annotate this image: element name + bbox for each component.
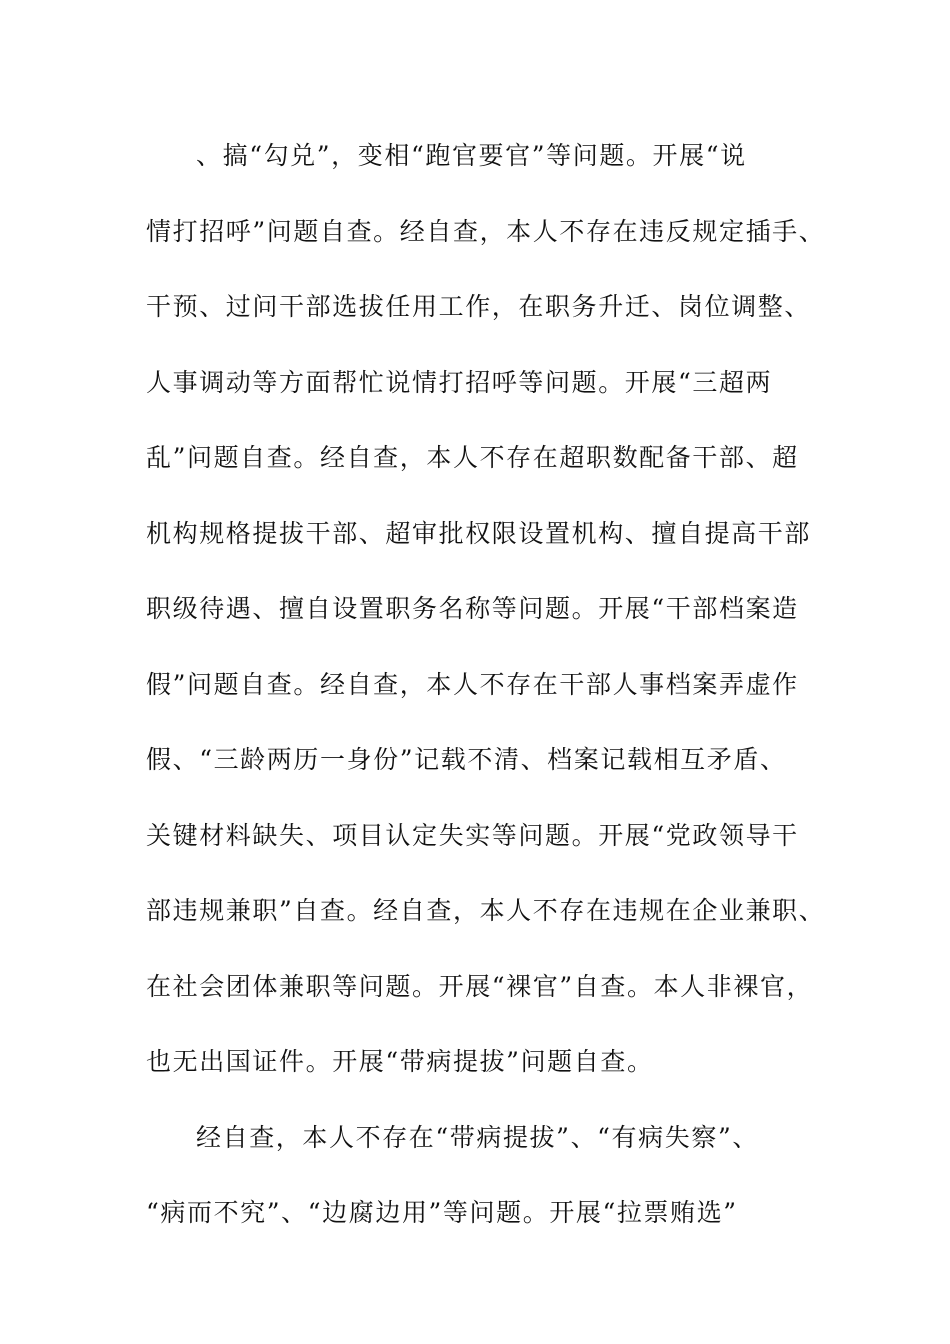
text-line: 也无出国证件。开展“带病提拔”问题自查。: [146, 1047, 654, 1076]
text-line: 部违规兼职”自查。经自查，本人不存在违规在企业兼职、: [146, 896, 826, 925]
text-line: 假”问题自查。经自查，本人不存在干部人事档案弄虚作: [146, 669, 799, 699]
text-line: 乱”问题自查。经自查，本人不存在超职数配备干部、超: [146, 443, 799, 472]
text-line: 干预、过问干部选拔任用工作，在职务升迁、岗位调整、: [146, 292, 812, 321]
text-line: 经自查，本人不存在“带病提拔”、“有病失察”、: [196, 1122, 759, 1152]
text-line: 职级待遇、擅自设置职务名称等问题。开展“干部档案造: [146, 594, 799, 623]
text-line: 机构规格提拔干部、超审批权限设置机构、擅自提高干部: [146, 518, 812, 548]
text-line: 、搞“勾兑”，变相“跑官要官”等问题。开展“说: [196, 141, 747, 170]
text-line: “病而不究”、“边腐边用”等问题。开展“拉票贿选”: [146, 1198, 738, 1227]
body-text: [146, 131, 826, 1264]
text-line: 关键材料缺失、项目认定失实等问题。开展“党政领导干: [146, 820, 799, 850]
text-line: 人事调动等方面帮忙说情打招呼等问题。开展“三超两: [146, 367, 773, 397]
text-line: 情打招呼”问题自查。经自查，本人不存在违反规定插手、: [146, 216, 826, 246]
text-line: 假、“三龄两历一身份”记载不清、档案记载相互矛盾、: [146, 745, 787, 774]
text-line: 在社会团体兼职等问题。开展“裸官”自查。本人非裸官，: [146, 971, 814, 1001]
